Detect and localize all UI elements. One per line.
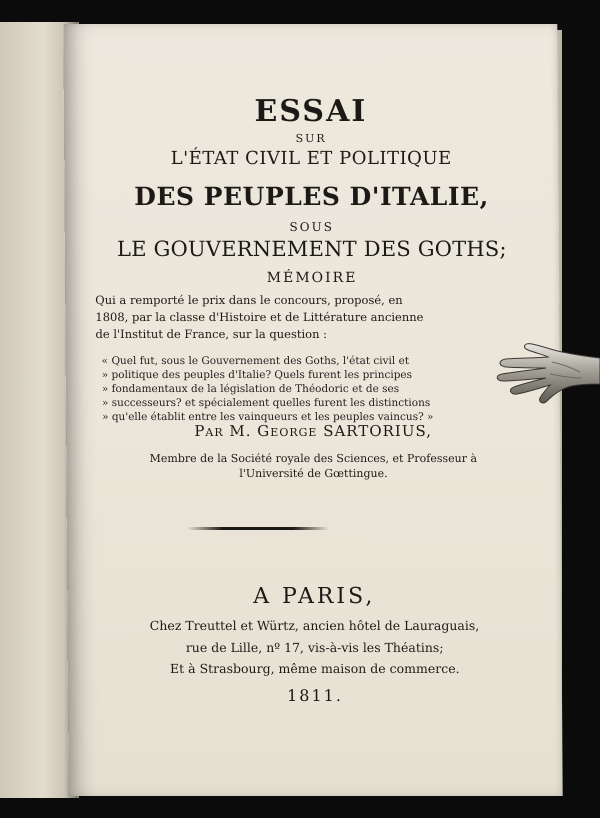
prize-line: 1808, par la classe d'Histoire et de Littérature ancienne — [95, 310, 424, 324]
question-line: » qu'elle établit entre les vainqueurs et les peuples vaincus? » — [102, 411, 434, 423]
sous-label: SOUS — [289, 220, 334, 234]
prize-line: de l'Institut de France, sur la question : — [95, 327, 328, 341]
subtitle-line-2: DES PEUPLES D'ITALIE, — [134, 182, 489, 211]
author-affiliation-1: Membre de la Société royale des Sciences, et Professeur à — [149, 452, 478, 465]
author-affiliation-2: l'Université de Gœttingue. — [239, 467, 388, 480]
subtitle-line-3: LE GOUVERNEMENT DES GOTHS; — [116, 237, 507, 261]
imprint-city: A PARIS, — [253, 584, 376, 609]
imprint-line-2: rue de Lille, nº 17, vis-à-vis les Théatins; — [185, 640, 444, 655]
question-line: » successeurs? et spécialement quelles furent les distinctions — [101, 397, 431, 409]
question-quote — [102, 354, 526, 424]
prize-line: Qui a remporté le prix dans le concours, proposé, en — [95, 293, 403, 307]
imprint-line-3: Et à Strasbourg, même maison de commerce. — [169, 661, 460, 676]
title-page — [63, 24, 562, 796]
sur-label: SUR — [295, 132, 327, 145]
author: Par M. George SARTORIUS, — [194, 422, 433, 440]
question-line: « Quel fut, sous le Gouvernement des Goths, l'état civil et — [101, 355, 410, 367]
question-line: » politique des peuples d'Italie? Quels furent les principes — [101, 369, 413, 381]
prize-paragraph — [95, 292, 535, 343]
imprint-line-1: Chez Treuttel et Würtz, ancien hôtel de Lauraguais, — [149, 618, 480, 633]
divider-rule — [187, 527, 329, 530]
memoire-label: MÉMOIRE — [266, 270, 358, 286]
question-line: » fondamentaux de la législation de Théodoric et de ses — [101, 383, 400, 395]
title: ESSAI — [254, 94, 368, 129]
subtitle-line-1: L'ÉTAT CIVIL ET POLITIQUE — [170, 148, 452, 169]
hand-bookmark-icon — [492, 328, 600, 420]
imprint-year: 1811. — [287, 686, 343, 705]
